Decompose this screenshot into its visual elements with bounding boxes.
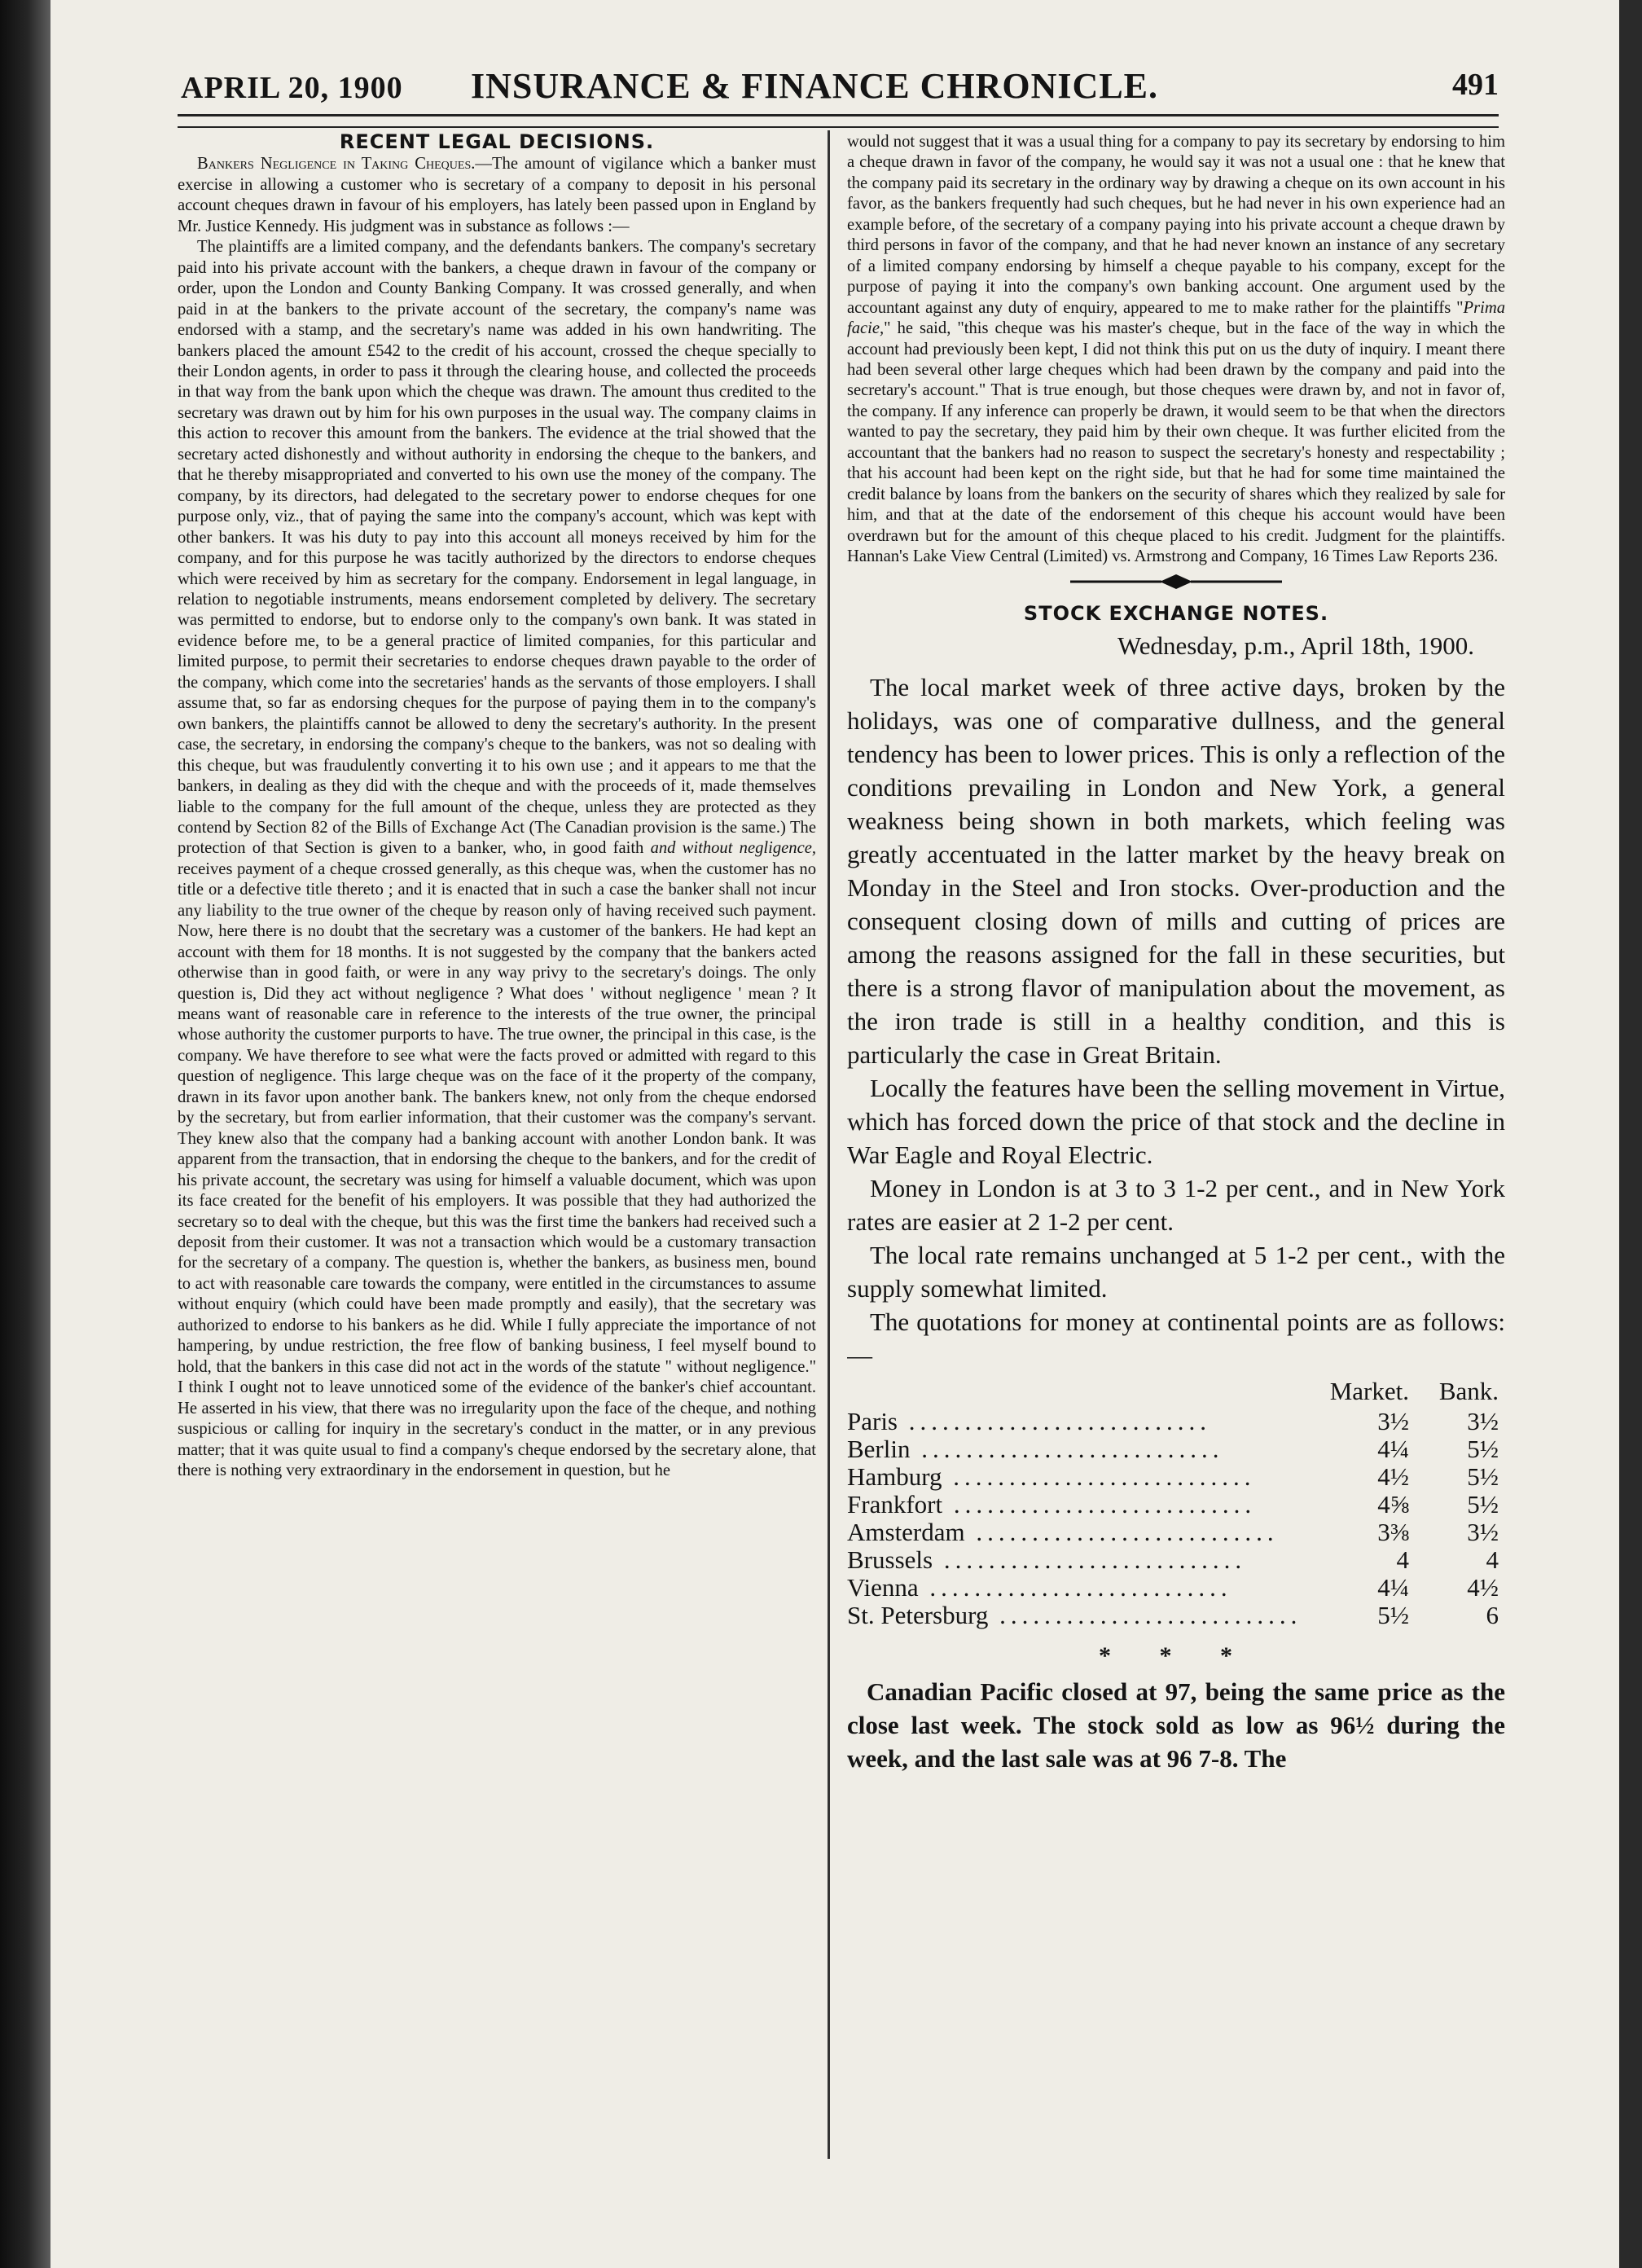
section-separator: * * * [1099, 1642, 1253, 1669]
stock-paragraph: Money in London is at 3 to 3 1-2 per cent., and in New York rates are easier at 2 1-2 per cent. [847, 1173, 1505, 1236]
issue-date: APRIL 20, 1900 [181, 71, 403, 105]
table-row [847, 1463, 1505, 1491]
rate-city: Berlin [847, 1435, 911, 1463]
legal-continuation-text: would not suggest that it was a usual thing for a company to pay its secretary by endorsing to him a cheque drawn in favor of the company, he would say it was not a usual one : that he knew that the company paid its secretary in the ordinary way by drawing a cheque on its own account in his favor, as the bankers frequently had such cheques, but he had never in his own experience had an example before, of the secretary of a company paying into his private account a cheque drawn by third persons in favor of the company, and that he had never known an instance of any secretary of a limited company endorsing by himself a cheque payable to his company, except for the purpose of paying it into the company's own banking account. One argument used by the accountant against any duty of enquiry, appeared to me to make rather for the plaintiffs " [847, 133, 1505, 317]
page-header [130, 65, 1499, 114]
column-rule [828, 130, 830, 2159]
money-rates-table [847, 1375, 1505, 1629]
rate-bank: 6 [1486, 1600, 1499, 1629]
rate-city: Brussels [847, 1545, 933, 1574]
rate-market: 3½ [1377, 1406, 1409, 1435]
table-row [847, 1546, 1505, 1574]
right-column [847, 132, 1505, 2152]
rate-city: St. Petersburg [847, 1601, 989, 1629]
legal-body-text: The plaintiffs are a limited company, and the defendants bankers. The company's secretary paid into his private account with the bankers, a cheque drawn in favour of the company or order, upon the London and County Banking Company. It was crossed generally, and when paid in at the bankers to the private account of the secretary, the company's name was endorsed with a stamp, and the secretary's name was added in his own handwriting. The bankers placed the amount £542 to the credit of his account, crossed the cheque specially to their London agents, in order to pass it through the clearing house, and collected the proceeds in that way from the bank upon which the cheque was drawn. The amount thus credited to the secretary was drawn out by him for his own purposes in the usual way. The company claims in this action to recover this amount from the bankers. The evidence at the trial showed that the secretary acted dishonestly and without authority in endorsing the cheque to the bankers, and that he thereby misappropriated and converted to his own use the money of the company. The company, by its directors, had delegated to the secretary power to endorse cheques for one purpose only, viz., that of paying the same into the company's account, which was kept with other bankers. It was his duty to pay into this account all moneys received by him for the company, and for this purpose he was tacitly authorized by the directors to endorse cheques which were received by him as secretary for the company. Endorsement in legal language, in relation to negotiable instruments, means endorsement completed by delivery. The secretary was permitted to endorse, but to endorse only to the company's own bank. It was stated in evidence before me, to be a general practice of limited companies, for this particular and limited purpose, to permit their secretaries to endorse cheques drawn payable to the order of the company, which come into the secretaries' hands as the servants of those employers. I shall assume that, so far as endorsing cheques for the purpose of paying them in to the company's own bankers, the plaintiffs cannot be allowed to deny the secretary's authority. In the present case, the secretary, in endorsing the company's cheque to the bankers, was not so dealing with this cheque, but was fraudulently converting it to his own use ; and it appears to me that the bankers, in dealing as they did with the cheque and with the proceeds of it, made themselves liable to the company for the full amount of the cheque, unless they are protected as they contend by Section 82 of the Bills of Exchange Act (The Canadian provision is the same.) The protection of that Section is given to a banker, who, in good faith [178, 238, 816, 858]
stock-paragraph: Locally the features have been the selling movement in Virtue, which has forced down the price of that stock and the decline in War Eagle and Royal Electric. [847, 1073, 1505, 1169]
stock-closing-paragraph: Canadian Pacific closed at 97, being the same price as the close last week. The stock sold as low as 96½ during the week, and the last sale was at 96 7-8. The [847, 1677, 1505, 1773]
rate-market: 4¼ [1377, 1434, 1409, 1463]
rate-city: Paris [847, 1407, 898, 1435]
table-row [847, 1491, 1505, 1519]
rate-market: 4¼ [1377, 1572, 1409, 1602]
rate-market: 4 [1396, 1545, 1409, 1574]
table-row [847, 1519, 1505, 1546]
stock-paragraph: The local rate remains unchanged at 5 1-2 per cent., with the supply somewhat limited. [847, 1240, 1505, 1303]
rate-bank: 5½ [1467, 1461, 1499, 1491]
rate-bank: 3½ [1467, 1406, 1499, 1435]
stock-paragraph: The local market week of three active days, broken by the holidays, was one of comparative dullness, and the general tendency has been to lower prices. This is only a reflection of the conditions prevailing in London and New York, a general weakness being shown in both markets, which feeling was greatly accentuated in the latter market by the heavy break on Monday in the Steel and Iron stocks. Over-production and the consequent closing down of mills and cutting of prices are among the reasons assigned for the fall in these securities, but there is a strong flavor of manipulation about the movement, as the iron trade is still in a healthy condition, and this is particularly the case in Great Britain. [847, 672, 1505, 1069]
publication-title: INSURANCE & FINANCE CHRONICLE. [470, 66, 1159, 106]
legal-section-title: RECENT LEGAL DECISIONS. [339, 132, 655, 153]
leader-dots: ........................... [933, 1545, 1247, 1574]
rate-bank: 5½ [1467, 1489, 1499, 1519]
rates-header-market: Market. [1329, 1376, 1409, 1405]
legal-lead-paragraph [178, 154, 816, 237]
leader-dots: ........................... [898, 1407, 1211, 1435]
leader-dots: ........................... [942, 1490, 1257, 1519]
rate-market: 4⅝ [1377, 1489, 1409, 1519]
leader-dots: ........................... [964, 1518, 1279, 1546]
leader-dots: ........................... [942, 1462, 1256, 1491]
table-row [847, 1574, 1505, 1602]
legal-lead-text: —The amount of vigilance which a banker must exercise in allowing a customer who is secretary of a company to deposit in his personal account cheques drawn in favour of his employers, has lately been passed upon in England by Mr. Justice Kennedy. His judgment was in substance as follows :— [178, 155, 816, 235]
header-rule [178, 114, 1499, 128]
legal-continuation [847, 132, 1505, 568]
table-row [847, 1602, 1505, 1629]
stock-dateline: Wednesday, p.m., April 18th, 1900. [1117, 631, 1474, 660]
rates-header-bank: Bank. [1438, 1376, 1499, 1405]
rate-bank: 5½ [1467, 1434, 1499, 1463]
rate-market: 5½ [1377, 1600, 1409, 1629]
rate-bank: 4½ [1467, 1572, 1499, 1602]
stock-section-title: STOCK EXCHANGE NOTES. [1023, 601, 1329, 625]
leader-dots: ........................... [988, 1601, 1302, 1629]
rate-market: 3⅜ [1377, 1517, 1409, 1546]
page-number: 491 [1452, 68, 1499, 102]
stock-notes [847, 670, 1505, 1372]
leader-dots: ........................... [910, 1435, 1224, 1463]
legal-body-tail: receives payment of a cheque crossed generally, as this cheque was, when the customer has no title or a defective title thereto ; and it is enacted that in such a case the banker shall not incur any liability to the true owner of the cheque by reason only of having received such payment. Now, here there is no doubt that the secretary was a customer of the bankers. He had kept an account with them for 18 months. It is not suggested by the company that the bankers acted otherwise than in good faith, or were in any way privy to the secretary's doings. The only question is, Did they act without negligence ? What does ' without negligence ' mean ? It means want of reasonable care in reference to the interests of the true owner, the principal whose authority the customer purports to have. The true owner, the principal in this case, is the company. We have therefore to see what were the facts proved or admitted with regard to this question of negligence. This large cheque was on the face of it the property of the company, drawn in its favor upon another bank. The bankers knew, not only from the cheque endorsed by the secretary, but from earlier information, that their customer was the company's servant. They knew also that the company had a banking account with another London bank. It was apparent from the transaction, that in endorsing the cheque to the bankers, and for the credit of his private account, the secretary was using for himself a valuable document, which was upon its face created for the benefit of his employers. It was possible that they had authorized the secretary so to deal with the cheque, but this was the first time the bankers had received such a deposit from their customer. It was not a transaction which would be a customary transaction for the secretary of a company. The question is, whether the bankers, as business men, bound to act with reasonable care towards the company, were entitled in the circumstances to assume without enquiry (which could have been made promptly and easily), that the secretary was authorized to endorse to his bankers as he did. While I fully appreciate the importance of not hampering, by undue restriction, the free flow of banking business, I feel myself bound to hold, that the bankers in this case did not act in the words of the statute " without negligence." I think I ought not to leave unnoticed some of the evidence of the banker's chief accountant. He asserted in his view, that there was no irregularity upon the face of the cheque, and nothing suspicious or calling for inquiry in the secretary's conduct in the matter, or in any previous matter; that it was quite usual to find a company's cheque endorsed by the secretary alone, that there is nothing very extraordinary in the endorsement in question, but he [178, 859, 816, 1479]
rate-city: Frankfort [847, 1490, 943, 1519]
rate-city: Vienna [847, 1573, 919, 1602]
stock-paragraph: The quotations for money at continental points are as follows:— [847, 1307, 1505, 1369]
rate-market: 4½ [1377, 1461, 1409, 1491]
book-spine [0, 0, 50, 2268]
legal-body-italic: and without negligence, [650, 839, 816, 858]
legal-continuation-rest: " he said, "this cheque was his master's cheque, but in the face of the way in which the account had previously been kept, I did not think this put on us the duty of inquiry. I meant there had been several other large cheques which had been drawn by the company and paid into the secretary's account." That is true enough, but those cheques were drawn by, and not in favor of, the company. If any inference can properly be drawn, it would seem to be that when the directors wanted to pay the secretary, they paid him by their own cheque. It was further elicited from the accountant that the bankers had no reason to suspect the secretary's honesty and respectability ; that his account had been kept on the right side, but that he had for some time maintained the credit balance by loans from the bankers on the security of shares which they realized by sale for him, and that at the date of the endorsement of this cheque his account would have been overdrawn but for the amount of this cheque placed to his credit. Judgment for the plaintiffs. Hannan's Lake View Central (Limited) vs. Armstrong and Company, 16 Times Law Reports 236. [847, 319, 1505, 566]
rate-city: Hamburg [847, 1462, 942, 1491]
legal-continuation-italic: Prima facie, [847, 298, 1505, 338]
rate-city: Amsterdam [847, 1518, 965, 1546]
ornament-divider [1070, 573, 1282, 591]
left-column [178, 132, 816, 2152]
legal-body-paragraph [178, 237, 816, 1481]
table-row [847, 1435, 1505, 1463]
table-row [847, 1408, 1505, 1435]
rate-bank: 4 [1486, 1545, 1499, 1574]
rates-header-row [847, 1375, 1505, 1408]
legal-lead-caps: Bankers Negligence in Taking Cheques. [197, 155, 476, 174]
rate-bank: 3½ [1467, 1517, 1499, 1546]
leader-dots: ........................... [918, 1573, 1232, 1602]
